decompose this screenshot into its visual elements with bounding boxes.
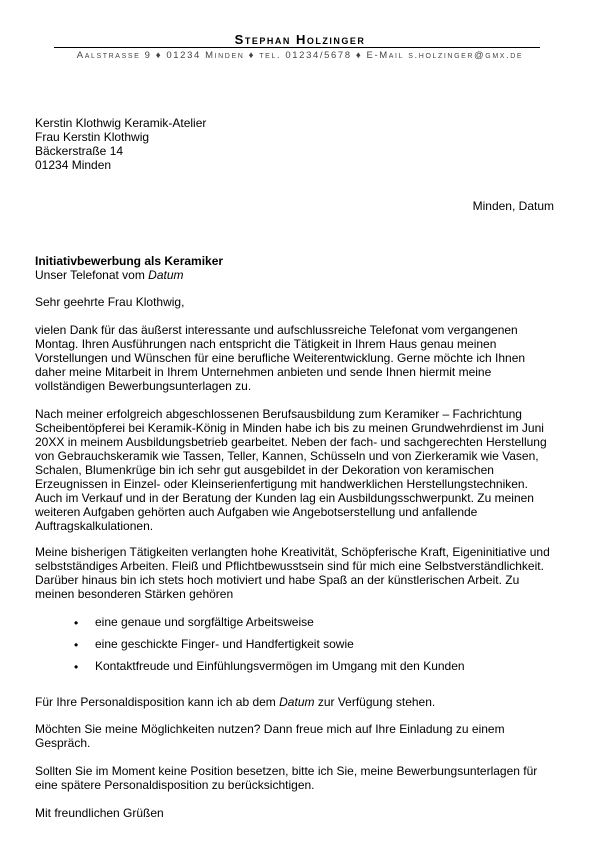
availability-date: Datum <box>279 695 315 709</box>
letterhead-divider <box>54 47 540 48</box>
subject-reference <box>35 268 223 282</box>
paragraph-future <box>35 764 565 792</box>
list-item-text: eine geschickte Finger- und Handfertigkeit sowie <box>95 637 354 651</box>
recipient-address <box>35 116 206 172</box>
list-item <box>74 615 544 637</box>
bullet-icon: • <box>74 616 79 630</box>
subject-ref-prefix: Unser Telefonat vom <box>35 268 149 282</box>
bullet-icon: • <box>74 638 79 652</box>
closing-phrase: Mit freundlichen Grüßen <box>35 806 164 820</box>
recipient-company: Kerstin Klothwig Keramik-Atelier <box>35 116 207 130</box>
paragraph-skills <box>35 545 565 601</box>
text-line: Schalen, Blumenkrüge bin ich sehr gut ausgebildet in der Dekoration von keramischen <box>35 463 494 477</box>
salutation: Sehr geehrte Frau Klothwig, <box>35 295 185 309</box>
text-line: Darüber hinaus bin ich stets hoch motiviert und habe Spaß an der künstlerischen Arbeit. Zu <box>35 573 520 587</box>
recipient-city: 01234 Minden <box>35 158 112 172</box>
text-line: Gespräch. <box>35 736 91 750</box>
list-item <box>74 637 544 659</box>
text-line: Erzeugnissen in Einzel- oder Kleinserienfertigung mit handwerklichen Herstellungstechniken. <box>35 477 528 491</box>
availability-suffix: zur Verfügung stehen. <box>314 695 436 709</box>
sender-name: Stephan Holzinger <box>234 32 366 47</box>
text-line: von Gebrauchskeramik wie Tassen, Teller, Kannen, Schüsseln und von Zierkeramik wie Vasen, <box>35 449 539 463</box>
text-line: eine spätere Personaldisposition zu berücksichtigen. <box>35 778 315 792</box>
paragraph-experience <box>35 407 565 533</box>
text-line: Sollten Sie im Moment keine Position besetzen, bitte ich Sie, meine Bewerbungsunterlagen für <box>35 764 538 778</box>
list-item <box>74 659 544 681</box>
text-line: Vorstellungen und Wünschen für eine berufliche Weiterentwicklung. Gerne möchte ich Ihnen <box>35 351 526 365</box>
text-line: vollständigen Bewerbungsunterlagen zu. <box>35 379 252 393</box>
text-line: Nach meiner erfolgreich abgeschlossenen Berufsausbildung zum Keramiker – Fachrichtung <box>35 407 522 421</box>
subject-block <box>35 254 223 282</box>
text-line: weiteren Aufgaben gehörten auch Aufgaben wie Angebotserstellung und anfallende <box>35 505 478 519</box>
recipient-person: Frau Kerstin Klothwig <box>35 130 150 144</box>
sender-contact-line: Aalstrasse 9 ♦ 01234 Minden ♦ tel. 01234/5678 ♦ E-Mail s.holzinger@gmx.de <box>76 50 524 61</box>
text-line: Auftragskalkulationen. <box>35 519 154 533</box>
text-line: Scheibentöpferei bei Keramik-König in Minden habe ich bis zu meinen Grundwehrdienst im Juni <box>35 421 544 435</box>
text-line: daher meine Mitarbeit in Ihrem Unternehmen anbieten und sende Ihnen hiermit meine <box>35 365 492 379</box>
strengths-list <box>74 615 544 681</box>
text-line: Möchten Sie meine Möglichkeiten nutzen? Dann freue mich auf Ihre Einladung zu einem <box>35 722 505 736</box>
text-line: selbstständiges Arbeiten. Fleiß und Pflichtbewusstsein sind für mich eine Selbstverständlichkeit. <box>35 559 544 573</box>
list-item-text: eine genaue und sorgfältige Arbeitsweise <box>95 615 314 629</box>
subject-title: Initiativbewerbung als Keramiker <box>35 254 224 268</box>
availability-prefix: Für Ihre Personaldisposition kann ich ab dem <box>35 695 280 709</box>
bullet-icon: • <box>74 660 79 674</box>
text-line: Auch im Verkauf und in der Beratung der Kunden lag ein Ausbildungsschwerpunkt. Zu meinen <box>35 491 534 505</box>
text-line: 20XX in meinem Ausbildungsbetrieb gearbeitet. Neben der fach- und sachgerechten Herstellung <box>35 435 547 449</box>
paragraph-availability <box>35 695 565 709</box>
paragraph-invitation <box>35 722 565 750</box>
recipient-street: Bäckerstraße 14 <box>35 144 124 158</box>
text-line: meinen besonderen Stärken gehören <box>35 587 234 601</box>
paragraph-intro <box>35 323 565 393</box>
place-date: Minden, Datum <box>472 199 554 213</box>
text-line: Montag. Ihren Ausführungen nach entspricht die Tätigkeit in Ihrem Haus genau meinen <box>35 337 497 351</box>
list-item-text: Kontaktfreude und Einfühlungsvermögen im Umgang mit den Kunden <box>95 659 465 673</box>
text-line: Meine bisherigen Tätigkeiten verlangten hohe Kreativität, Schöpferische Kraft, Eigeninitiative und <box>35 545 550 559</box>
subject-ref-date: Datum <box>148 268 184 282</box>
text-line: vielen Dank für das äußerst interessante und aufschlussreiche Telefonat vom vergangenen <box>35 323 518 337</box>
